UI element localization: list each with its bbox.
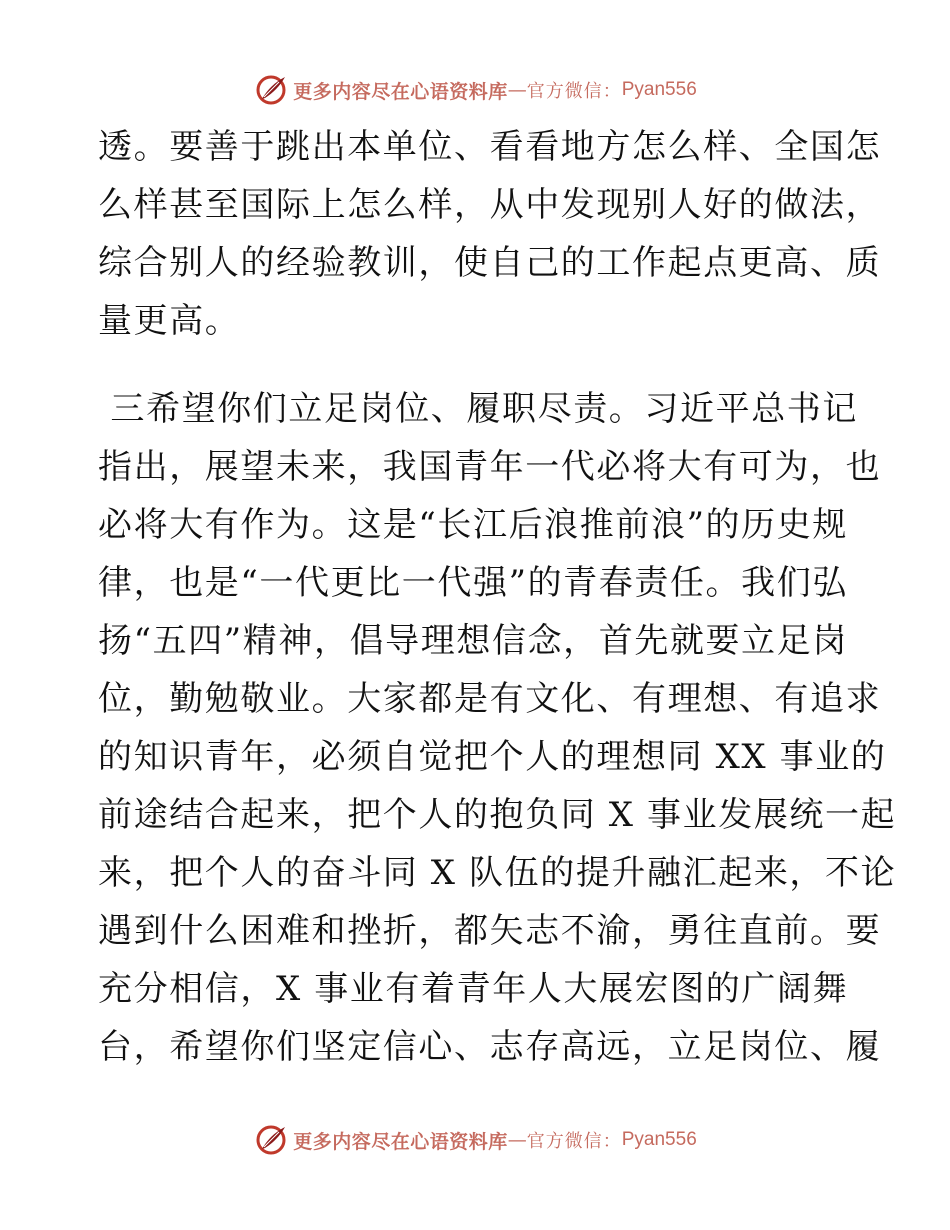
watermark-separator: —	[507, 79, 527, 101]
watermark-wechat-id: Pyan556	[621, 1129, 697, 1150]
feather-logo-icon	[253, 72, 289, 108]
feather-logo-icon	[253, 1122, 289, 1158]
text-line: 透。要善于跳出本单位、看看地方怎么样、全国怎	[98, 127, 882, 167]
text-line: 前途结合起来，把个人的抱负同 X 事业发展统一起	[98, 795, 897, 835]
text-line: 指出，展望未来，我国青年一代必将大有可为，也	[98, 447, 882, 487]
text-line: 的知识青年，必须自觉把个人的理想同 XX 事业的	[98, 737, 887, 777]
watermark-brand: 更多内容尽在心语资料库	[293, 1130, 508, 1153]
text-line: 律，也是“一代更比一代强”的青春责任。我们弘	[98, 563, 848, 603]
watermark-official-label: 官方微信：	[526, 81, 622, 102]
text-line: 三希望你们立足岗位、履职尽责。习近平总书记	[98, 389, 859, 429]
watermark-official-label: 官方微信：	[526, 1131, 622, 1152]
paragraph-1	[98, 118, 882, 350]
header-watermark	[0, 70, 950, 110]
text-line: 位，勤勉敬业。大家都是有文化、有理想、有追求	[98, 679, 882, 719]
watermark-separator: —	[507, 1129, 527, 1151]
document-body	[98, 118, 897, 1076]
text-line: 量更高。	[98, 301, 241, 341]
watermark-brand: 更多内容尽在心语资料库	[293, 80, 508, 103]
text-line: 台，希望你们坚定信心、志存高远，立足岗位、履	[98, 1027, 882, 1067]
text-line: 必将大有作为。这是“长江后浪推前浪”的历史规	[98, 505, 848, 545]
text-line: 来，把个人的奋斗同 X 队伍的提升融汇起来，不论	[98, 853, 897, 893]
text-line: 综合别人的经验教训，使自己的工作起点更高、质	[98, 243, 882, 283]
text-line: 遇到什么困难和挫折，都矢志不渝，勇往直前。要	[98, 911, 882, 951]
text-line: 充分相信，X 事业有着青年人大展宏图的广阔舞	[98, 969, 849, 1009]
paragraph-2	[98, 380, 897, 1076]
footer-watermark	[0, 1120, 950, 1160]
text-line: 扬“五四”精神，倡导理想信念，首先就要立足岗	[98, 621, 848, 661]
text-line: 么样甚至国际上怎么样，从中发现别人好的做法，	[98, 185, 882, 225]
watermark-wechat-id: Pyan556	[621, 79, 697, 100]
paragraph-gap	[98, 350, 858, 380]
